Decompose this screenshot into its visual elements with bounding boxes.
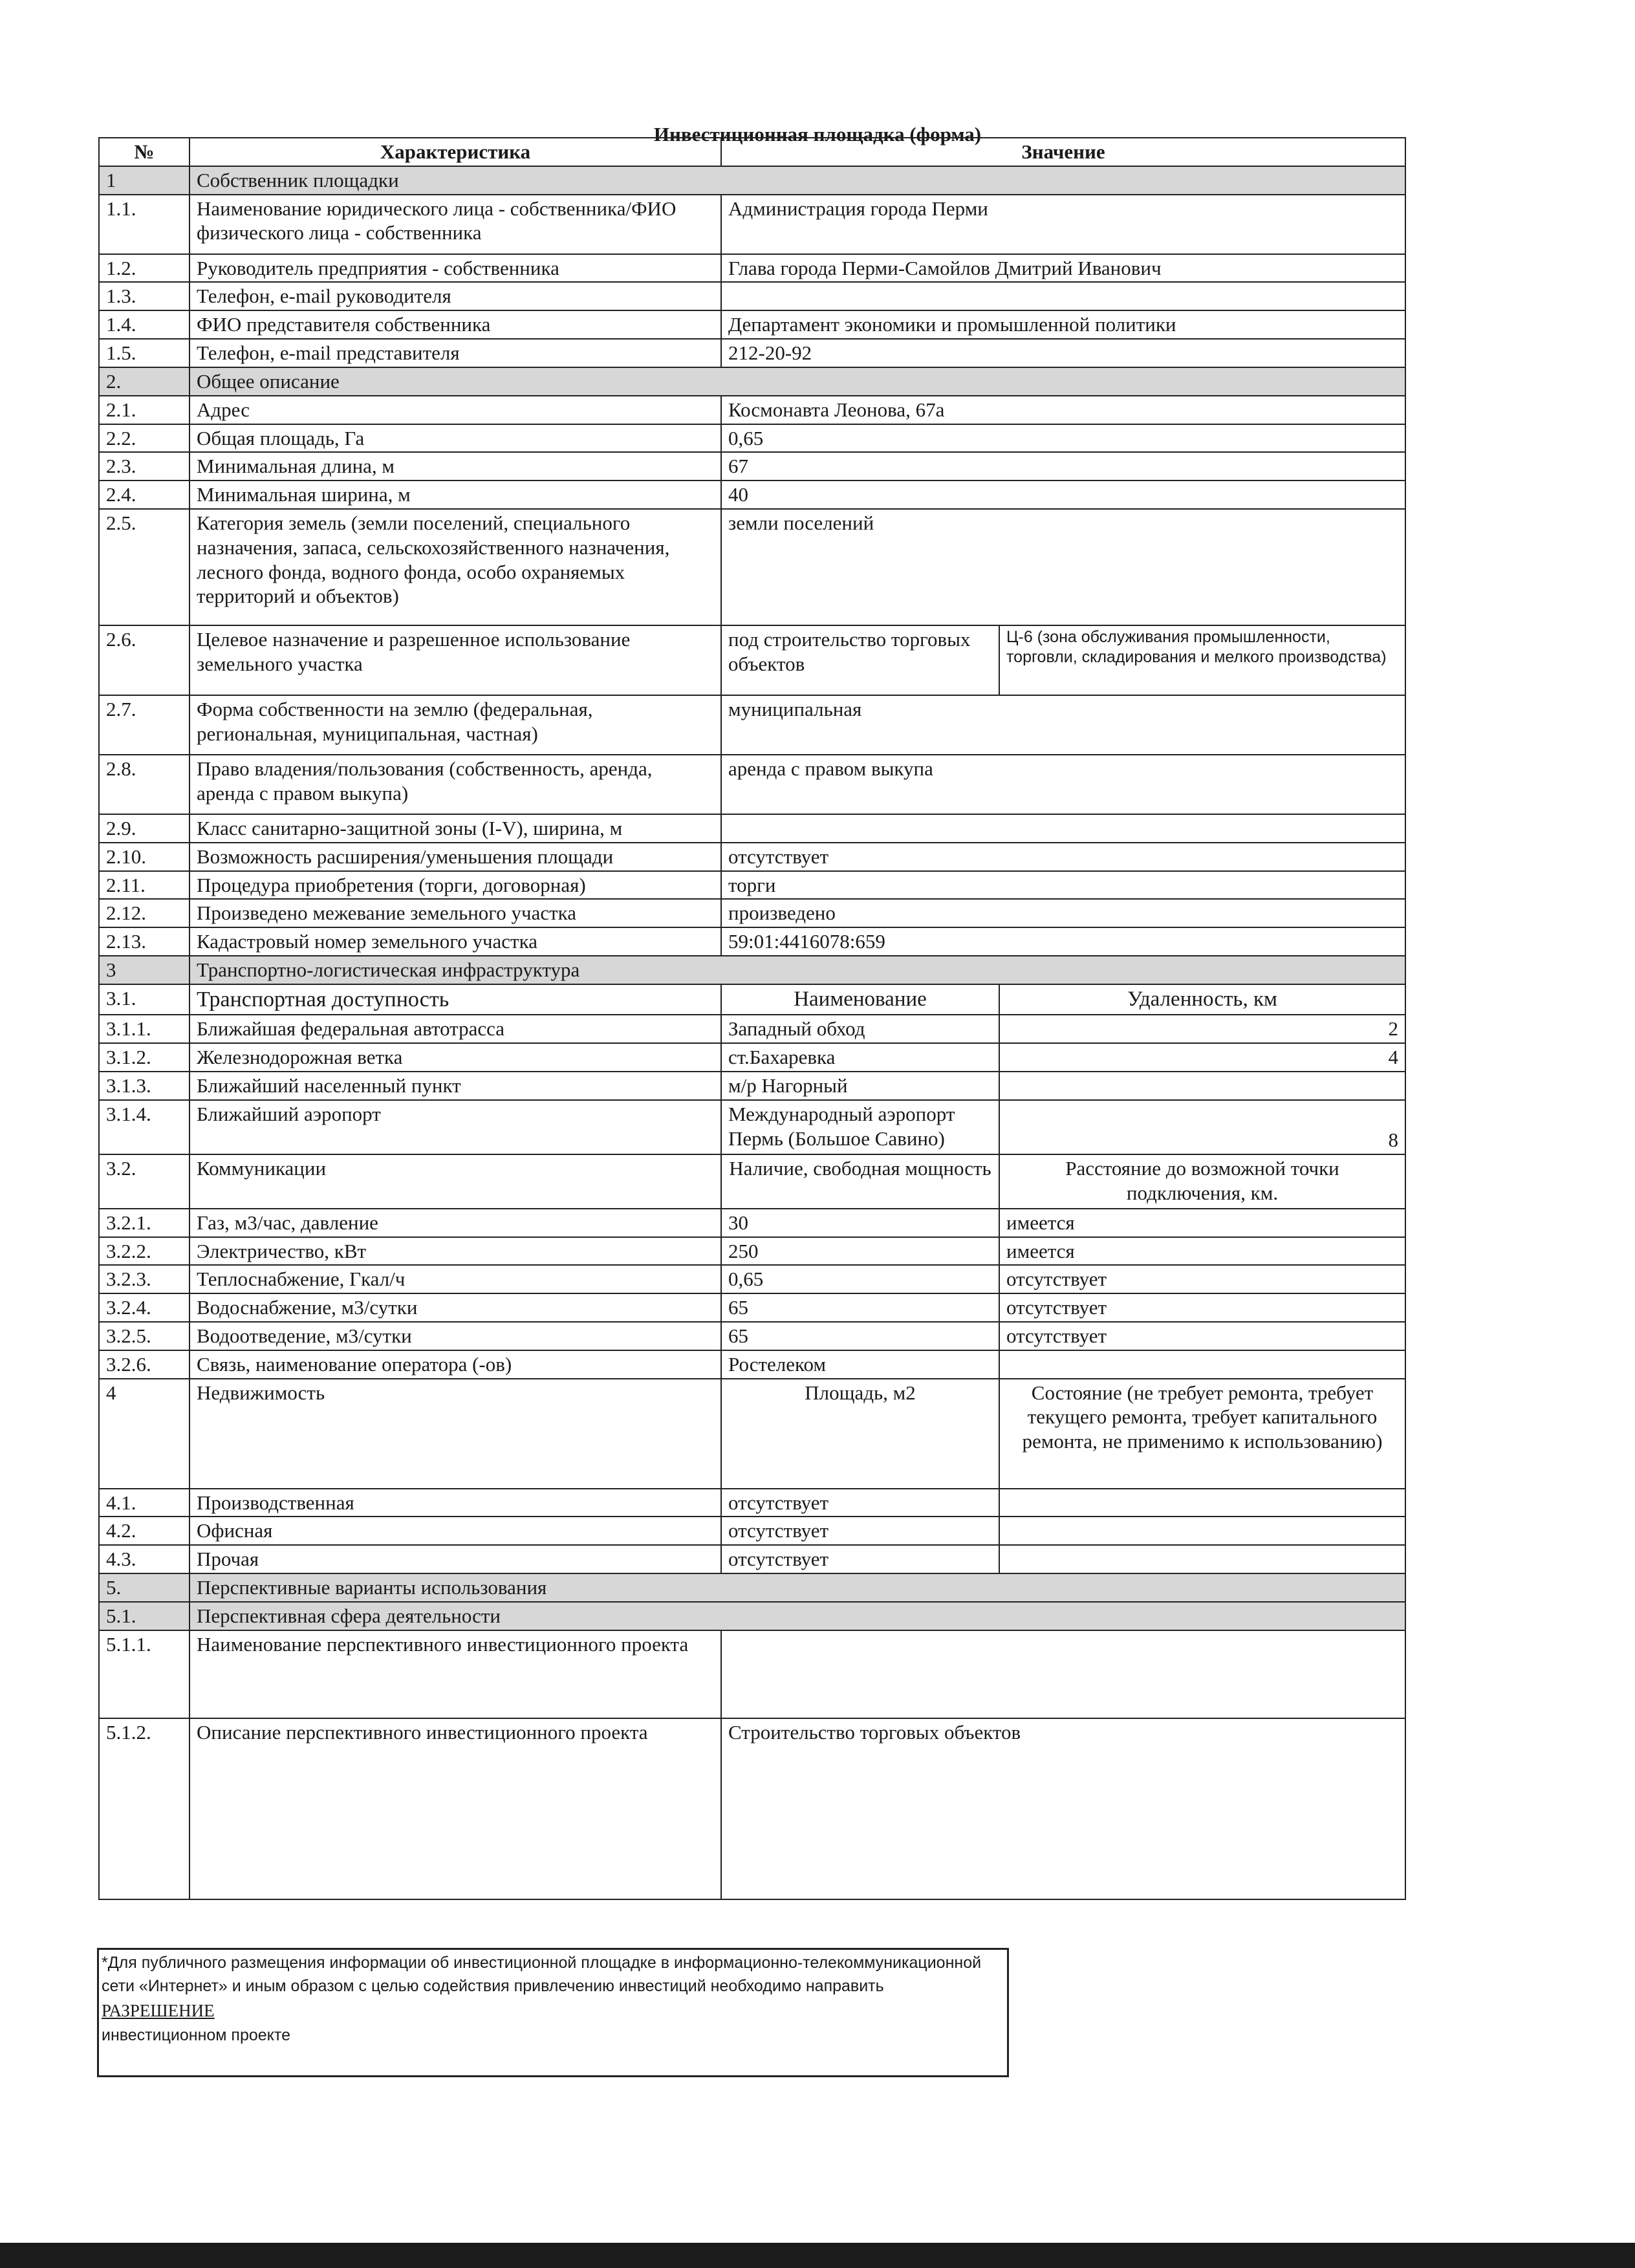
row-num: 1.4. xyxy=(99,310,189,339)
row-value: под строительство торговых объектов xyxy=(721,625,999,695)
row-label: Минимальная длина, м xyxy=(189,452,721,481)
subsection-num: 5.1. xyxy=(99,1602,189,1630)
row-value xyxy=(721,814,1405,843)
row-label: Ближайшая федеральная автотрасса xyxy=(189,1015,721,1043)
table-row xyxy=(99,1293,1405,1322)
table-row xyxy=(99,695,1405,755)
row-value: отсутствует xyxy=(721,843,1405,871)
table-row xyxy=(99,481,1405,509)
row-distance: 8 xyxy=(999,1100,1405,1154)
table-row xyxy=(99,310,1405,339)
row-num: 1.3. xyxy=(99,282,189,310)
row-area: отсутствует xyxy=(721,1517,999,1545)
section-title: Транспортно-логистическая инфраструктура xyxy=(189,956,1405,984)
table-row xyxy=(99,1237,1405,1266)
row-name: Международный аэропорт Пермь (Большое Савино) xyxy=(721,1100,999,1154)
subsection-title: Перспективная сфера деятельности xyxy=(189,1602,1405,1630)
row-num: 3.2. xyxy=(99,1154,189,1209)
row-capacity: 30 xyxy=(721,1209,999,1237)
row-name: Западный обход xyxy=(721,1015,999,1043)
row-value: аренда с правом выкупа xyxy=(721,755,1405,814)
section-title: Общее описание xyxy=(189,367,1405,396)
row-distance: 2 xyxy=(999,1015,1405,1043)
column-header: Расстояние до возможной точки подключения, км. xyxy=(999,1154,1405,1209)
permission-link[interactable]: РАЗРЕШЕНИЕ xyxy=(102,2000,215,2020)
table-row xyxy=(99,1489,1405,1517)
row-value: земли поселений xyxy=(721,509,1405,625)
row-distance: отсутствует xyxy=(999,1322,1405,1350)
row-value: Администрация города Перми xyxy=(721,195,1405,254)
row-value xyxy=(721,1630,1405,1718)
publication-note xyxy=(97,1948,1009,2077)
row-num: 2.3. xyxy=(99,452,189,481)
row-distance xyxy=(999,1350,1405,1379)
row-value: муниципальная xyxy=(721,695,1405,755)
row-num: 5.1.1. xyxy=(99,1630,189,1718)
row-label: Произведено межевание земельного участка xyxy=(189,899,721,927)
row-num: 2.6. xyxy=(99,625,189,695)
header-row xyxy=(99,138,1405,166)
row-label: Минимальная ширина, м xyxy=(189,481,721,509)
table-row xyxy=(99,843,1405,871)
row-capacity: Ростелеком xyxy=(721,1350,999,1379)
table-row xyxy=(99,452,1405,481)
section-num: 3 xyxy=(99,956,189,984)
subsection-row xyxy=(99,1602,1405,1630)
row-value: 67 xyxy=(721,452,1405,481)
section-title: Перспективные варианты использования xyxy=(189,1573,1405,1602)
row-value: произведено xyxy=(721,899,1405,927)
row-num: 2.11. xyxy=(99,871,189,900)
table-row xyxy=(99,1517,1405,1545)
section-row xyxy=(99,1573,1405,1602)
row-label: Общая площадь, Га xyxy=(189,424,721,453)
row-value: 212-20-92 xyxy=(721,339,1405,367)
table-row xyxy=(99,1718,1405,1899)
table-row xyxy=(99,755,1405,814)
row-label: Транспортная доступность xyxy=(189,984,721,1015)
row-label: Офисная xyxy=(189,1517,721,1545)
row-area: отсутствует xyxy=(721,1545,999,1573)
row-num: 1.5. xyxy=(99,339,189,367)
table-row xyxy=(99,195,1405,254)
table-row xyxy=(99,871,1405,900)
row-state xyxy=(999,1489,1405,1517)
row-label: Наименование юридического лица - собственника/ФИО физического лица - собственника xyxy=(189,195,721,254)
row-distance: имеется xyxy=(999,1237,1405,1266)
row-label: Описание перспективного инвестиционного проекта xyxy=(189,1718,721,1899)
row-value: Глава города Перми-Самойлов Дмитрий Иванович xyxy=(721,254,1405,283)
table-row xyxy=(99,1043,1405,1072)
table-row xyxy=(99,1265,1405,1293)
row-label: Возможность расширения/уменьшения площади xyxy=(189,843,721,871)
row-value: 0,65 xyxy=(721,424,1405,453)
document-title: Инвестиционная площадка (форма) xyxy=(653,123,982,146)
header-characteristic: Характеристика xyxy=(189,138,721,166)
row-value: Департамент экономики и промышленной политики xyxy=(721,310,1405,339)
row-label: Адрес xyxy=(189,396,721,424)
row-name: м/р Нагорный xyxy=(721,1072,999,1100)
row-num: 3.2.4. xyxy=(99,1293,189,1322)
row-value: Строительство торговых объектов xyxy=(721,1718,1405,1899)
row-num: 4.2. xyxy=(99,1517,189,1545)
row-label: Газ, м3/час, давление xyxy=(189,1209,721,1237)
row-label: Право владения/пользования (собственность, аренда, аренда с правом выкупа) xyxy=(189,755,721,814)
row-label: Железнодорожная ветка xyxy=(189,1043,721,1072)
row-label: Связь, наименование оператора (-ов) xyxy=(189,1350,721,1379)
column-header: Удаленность, км xyxy=(999,984,1405,1015)
row-label: Категория земель (земли поселений, специального назначения, запаса, сельскохозяйственного назначения, лесного фонда, водного фонда, особо охраняемых территорий и объектов) xyxy=(189,509,721,625)
row-value: 59:01:4416078:659 xyxy=(721,927,1405,956)
section-num: 1 xyxy=(99,166,189,195)
row-num: 2.1. xyxy=(99,396,189,424)
row-capacity: 65 xyxy=(721,1293,999,1322)
row-num: 2.5. xyxy=(99,509,189,625)
investment-site-form xyxy=(98,137,1406,1900)
row-num: 3.1.2. xyxy=(99,1043,189,1072)
row-label: Наименование перспективного инвестиционного проекта xyxy=(189,1630,721,1718)
table-row xyxy=(99,927,1405,956)
row-num: 2.9. xyxy=(99,814,189,843)
row-num: 3.1.1. xyxy=(99,1015,189,1043)
row-state xyxy=(999,1517,1405,1545)
table-row xyxy=(99,254,1405,283)
table-row xyxy=(99,1209,1405,1237)
row-distance: отсутствует xyxy=(999,1265,1405,1293)
row-num: 4.1. xyxy=(99,1489,189,1517)
section-num: 2. xyxy=(99,367,189,396)
row-state xyxy=(999,1545,1405,1573)
row-num: 2.4. xyxy=(99,481,189,509)
section-row xyxy=(99,367,1405,396)
row-value: торги xyxy=(721,871,1405,900)
section-num: 4 xyxy=(99,1379,189,1489)
row-num: 4.3. xyxy=(99,1545,189,1573)
section-header-row xyxy=(99,1379,1405,1489)
row-value: Космонавта Леонова, 67а xyxy=(721,396,1405,424)
table-row xyxy=(99,1100,1405,1154)
row-label: Коммуникации xyxy=(189,1154,721,1209)
row-num: 1.2. xyxy=(99,254,189,283)
row-num: 3.2.6. xyxy=(99,1350,189,1379)
row-num: 2.8. xyxy=(99,755,189,814)
row-label: Кадастровый номер земельного участка xyxy=(189,927,721,956)
row-label: Процедура приобретения (торги, договорная) xyxy=(189,871,721,900)
row-capacity: 65 xyxy=(721,1322,999,1350)
column-header: Наименование xyxy=(721,984,999,1015)
row-num: 3.2.2. xyxy=(99,1237,189,1266)
row-label: Водоотведение, м3/сутки xyxy=(189,1322,721,1350)
row-label: Ближайший аэропорт xyxy=(189,1100,721,1154)
row-distance: отсутствует xyxy=(999,1293,1405,1322)
row-label: Прочая xyxy=(189,1545,721,1573)
row-distance: 4 xyxy=(999,1043,1405,1072)
column-header: Площадь, м2 xyxy=(721,1379,999,1489)
row-label: Форма собственности на землю (федеральная, региональная, муниципальная, частная) xyxy=(189,695,721,755)
table-row xyxy=(99,1545,1405,1573)
row-num: 3.2.1. xyxy=(99,1209,189,1237)
table-row xyxy=(99,1350,1405,1379)
row-value-zone: Ц-6 (зона обслуживания промышленности, торговли, складирования и мелкого производства) xyxy=(999,625,1405,695)
table-row xyxy=(99,899,1405,927)
table-row xyxy=(99,1630,1405,1718)
section-row xyxy=(99,956,1405,984)
header-num: № xyxy=(99,138,189,166)
row-label: Телефон, e-mail руководителя xyxy=(189,282,721,310)
table-row xyxy=(99,339,1405,367)
note-tail: инвестиционном проекте xyxy=(102,2025,290,2044)
row-label: Производственная xyxy=(189,1489,721,1517)
row-num: 3.2.3. xyxy=(99,1265,189,1293)
row-label: ФИО представителя собственника xyxy=(189,310,721,339)
column-header: Наличие, свободная мощность xyxy=(721,1154,999,1209)
section-row xyxy=(99,166,1405,195)
row-label: Целевое назначение и разрешенное использование земельного участка xyxy=(189,625,721,695)
row-label: Теплоснабжение, Гкал/ч xyxy=(189,1265,721,1293)
section-num: 5. xyxy=(99,1573,189,1602)
row-num: 1.1. xyxy=(99,195,189,254)
row-value xyxy=(721,282,1405,310)
row-distance xyxy=(999,1072,1405,1100)
table-row xyxy=(99,625,1405,695)
row-num: 3.1.4. xyxy=(99,1100,189,1154)
table-row xyxy=(99,509,1405,625)
row-num: 2.12. xyxy=(99,899,189,927)
section-title: Недвижимость xyxy=(189,1379,721,1489)
row-value: 40 xyxy=(721,481,1405,509)
row-label: Ближайший населенный пункт xyxy=(189,1072,721,1100)
row-capacity: 0,65 xyxy=(721,1265,999,1293)
table-row xyxy=(99,814,1405,843)
row-name: ст.Бахаревка xyxy=(721,1043,999,1072)
note-text: *Для публичного размещения информации об инвестиционной площадке в информационно-телекоммуникационной сети «Интернет» и иным образом с целью содействия привлечению инвестиций необходимо направить xyxy=(102,1954,982,1996)
row-capacity: 250 xyxy=(721,1237,999,1266)
row-num: 3.2.5. xyxy=(99,1322,189,1350)
row-num: 3.1.3. xyxy=(99,1072,189,1100)
row-num: 2.2. xyxy=(99,424,189,453)
row-num: 5.1.2. xyxy=(99,1718,189,1899)
row-distance: имеется xyxy=(999,1209,1405,1237)
table-row xyxy=(99,396,1405,424)
subheader-row xyxy=(99,1154,1405,1209)
row-num: 2.7. xyxy=(99,695,189,755)
row-label: Класс санитарно-защитной зоны (I-V), ширина, м xyxy=(189,814,721,843)
row-num: 2.13. xyxy=(99,927,189,956)
table-row xyxy=(99,1072,1405,1100)
scan-edge-bar xyxy=(0,2243,1635,2268)
subheader-row xyxy=(99,984,1405,1015)
row-area: отсутствует xyxy=(721,1489,999,1517)
section-title: Собственник площадки xyxy=(189,166,1405,195)
row-label: Водоснабжение, м3/сутки xyxy=(189,1293,721,1322)
header-value: Значение xyxy=(721,138,1405,166)
row-label: Руководитель предприятия - собственника xyxy=(189,254,721,283)
row-num: 3.1. xyxy=(99,984,189,1015)
row-num: 2.10. xyxy=(99,843,189,871)
column-header: Состояние (не требует ремонта, требует текущего ремонта, требует капитального ремонта, не применимо к использованию) xyxy=(999,1379,1405,1489)
table-row xyxy=(99,1322,1405,1350)
row-label: Телефон, e-mail представителя xyxy=(189,339,721,367)
row-label: Электричество, кВт xyxy=(189,1237,721,1266)
table-row xyxy=(99,1015,1405,1043)
table-row xyxy=(99,424,1405,453)
table-row xyxy=(99,282,1405,310)
